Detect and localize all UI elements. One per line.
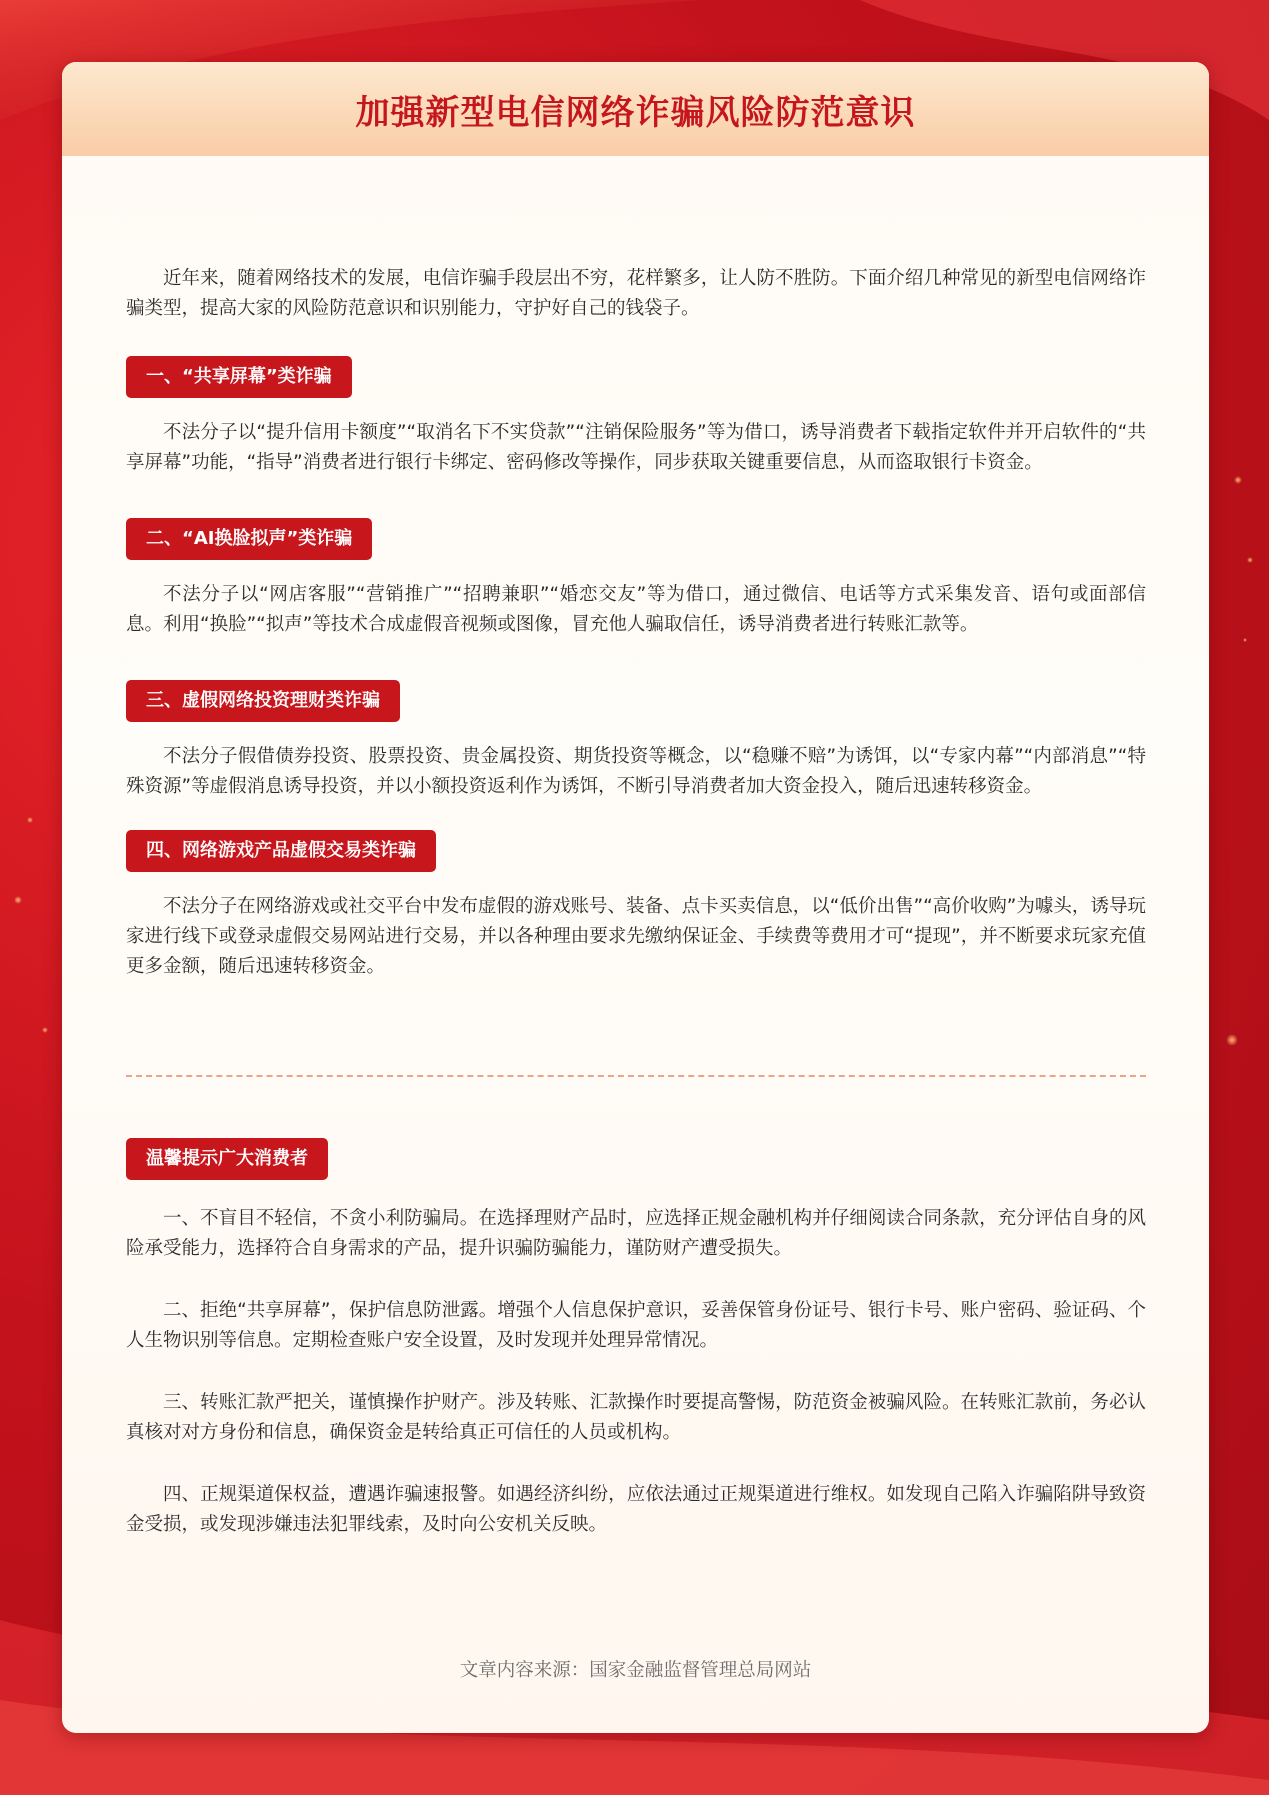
card-header (62, 62, 1209, 156)
section-4 (126, 830, 1146, 982)
intro-paragraph: 近年来，随着网络技术的发展，电信诈骗手段层出不穷，花样繁多，让人防不胜防。下面介绍几种常见的新型电信网络诈骗类型，提高大家的风险防范意识和识别能力，守护好自己的钱袋子。 (126, 268, 1146, 319)
section-body: 不法分子在网络游戏或社交平台中发布虚假的游戏账号、装备、点卡买卖信息，以“低价出售”“高价收购”为噱头，诱导玩家进行线下或登录虚假交易网站进行交易，并以各种理由要求先缴纳保证金、手续费等费用才可“提现”，并不断要求玩家充值更多金额，随后迅速转移资金。 (126, 896, 1146, 977)
section-heading: 三、虚假网络投资理财类诈骗 (126, 680, 400, 722)
section-heading: 一、“共享屏幕”类诈骗 (126, 356, 352, 398)
tip-item: 三、转账汇款严把关，谨慎操作护财产。涉及转账、汇款操作时要提高警惕，防范资金被骗风险。在转账汇款前，务必认真核对对方身份和信息，确保资金是转给真正可信任的人员或机构。 (126, 1392, 1146, 1443)
section-3 (126, 680, 1146, 802)
section-2 (126, 518, 1146, 640)
main-content (126, 202, 1146, 982)
page-title: 加强新型电信网络诈骗风险防范意识 (355, 92, 916, 133)
section-body: 不法分子以“提升信用卡额度”“取消名下不实贷款”“注销保险服务”等为借口，诱导消费者下载指定软件并开启软件的“共享屏幕”功能，“指导”消费者进行银行卡绑定、密码修改等操作，同步获取关键重要信息，从而盗取银行卡资金。 (126, 422, 1146, 473)
tip-item: 四、正规渠道保权益，遭遇诈骗速报警。如遇经济纠纷，应依法通过正规渠道进行维权。如发现自己陷入诈骗陷阱导致资金受损，或发现涉嫌违法犯罪线索，及时向公安机关反映。 (126, 1484, 1146, 1535)
tips-content (126, 1138, 1146, 1540)
source-note: 文章内容来源：国家金融监督管理总局网站 (459, 1660, 812, 1681)
section-body: 不法分子假借债券投资、股票投资、贵金属投资、期货投资等概念，以“稳赚不赔”为诱饵，以“专家内幕”“内部消息”“特殊资源”等虚假消息诱导投资，并以小额投资返利作为诱饵，不断引导消费者加大资金投入，随后迅速转移资金。 (126, 746, 1146, 797)
section-heading: 二、“AI换脸拟声”类诈骗 (126, 518, 372, 560)
tip-item: 二、拒绝“共享屏幕”，保护信息防泄露。增强个人信息保护意识，妥善保管身份证号、银行卡号、账户密码、验证码、个人生物识别等信息。定期检查账户安全设置，及时发现并处理异常情况。 (126, 1300, 1146, 1351)
section-heading: 四、网络游戏产品虚假交易类诈骗 (126, 830, 436, 872)
section-1 (126, 356, 1146, 478)
dashed-divider (126, 1075, 1146, 1077)
notice-card (62, 62, 1209, 1733)
tips-heading: 温馨提示广大消费者 (126, 1138, 328, 1180)
tip-item: 一、不盲目不轻信，不贪小利防骗局。在选择理财产品时，应选择正规金融机构并仔细阅读合同条款，充分评估自身的风险承受能力，选择符合自身需求的产品，提升识骗防骗能力，谨防财产遭受损失。 (126, 1208, 1146, 1259)
section-body: 不法分子以“网店客服”“营销推广”“招聘兼职”“婚恋交友”等为借口，通过微信、电话等方式采集发音、语句或面部信息。利用“换脸”“拟声”等技术合成虚假音视频或图像，冒充他人骗取信任，诱导消费者进行转账汇款等。 (126, 584, 1146, 635)
